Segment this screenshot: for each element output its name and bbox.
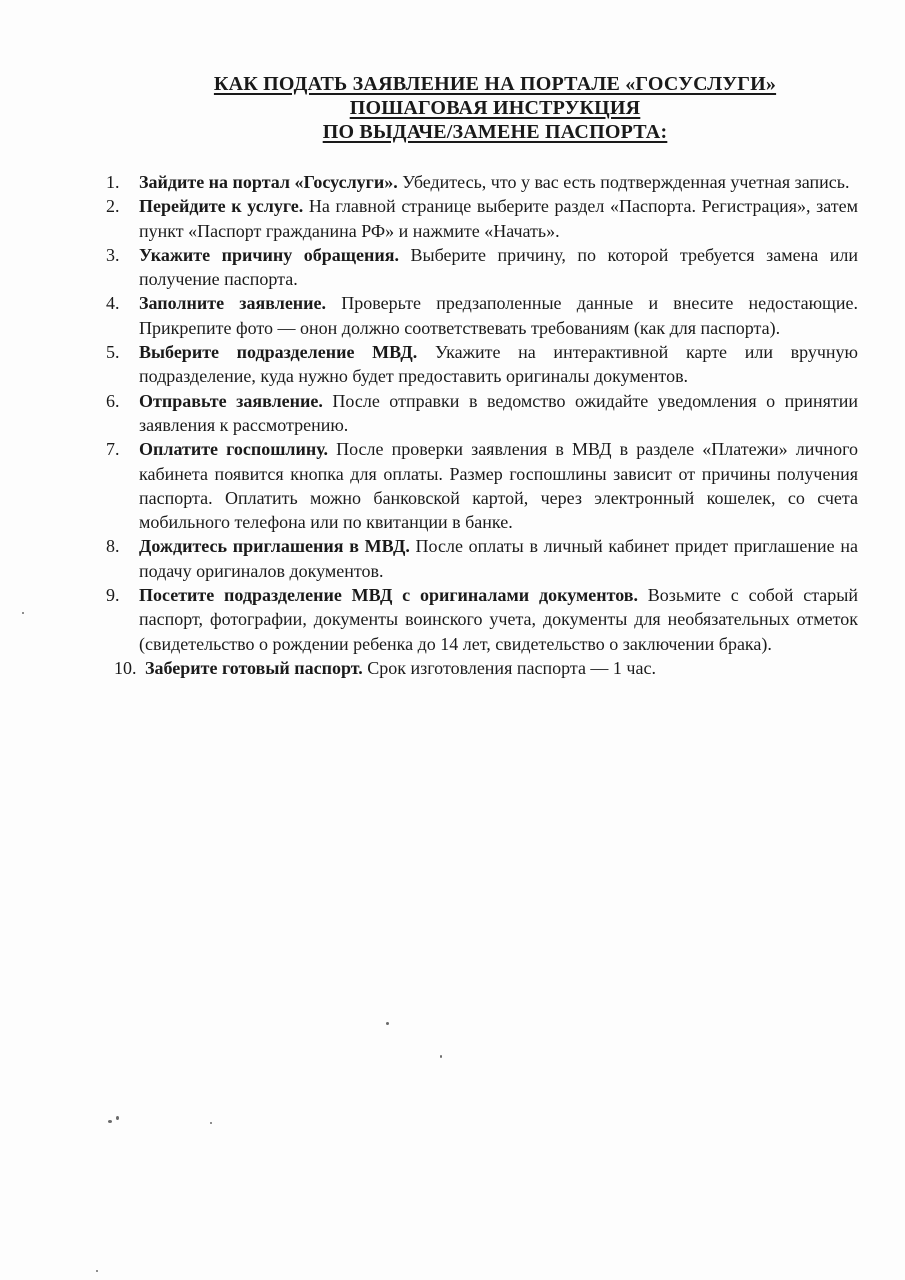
step-3 [106,243,858,292]
step-text: Укажите на интерактивной карте или вручную подразделение, куда нужно будет предоставить оригиналы документов. [139,342,858,387]
step-text: Выберите причину, по которой требуется замена или получение паспорта. [139,244,858,290]
step-number: 3. [106,244,120,265]
step-8 [106,534,858,583]
scan-speck [440,1055,442,1058]
step-number: 4. [106,293,120,314]
step-10 [106,656,858,680]
document-title [120,72,870,144]
step-number: 2. [106,196,120,217]
step-number: 5. [106,342,120,363]
step-7 [106,437,858,534]
step-heading: Посетите подразделение МВД с оригиналами документов. [139,585,638,606]
step-2 [106,194,858,243]
step-text: Возьмите с собой старый паспорт, фотографии, документы воинского учета, документы для необязательных отметок (свидетельство о рождении ребенка до 14 лет, свидетельство о заключении брака). [139,585,858,654]
title-line-3: ПО ВЫДАЧЕ/ЗАМЕНЕ ПАСПОРТА: [322,121,668,143]
step-6 [106,389,858,438]
step-1 [106,170,858,194]
step-heading: Заберите готовый паспорт. [145,657,363,678]
step-heading: Зайдите на портал «Госуслуги». [139,172,398,192]
step-text: Проверьте предзаполенные данные и внесите недостающие. Прикрепите фото — онон должно соответствевать требованиям (как для паспорта). [139,293,859,338]
step-text: Убедитесь, что у вас есть подтвержденная учетная запись. [397,172,850,192]
scan-speck [108,1120,112,1123]
step-number: 6. [106,390,120,411]
step-9 [106,583,858,656]
title-line-2: ПОШАГОВАЯ ИНСТРУКЦИЯ [349,97,641,119]
step-heading: Дождитесь приглашения в МВД. [139,536,410,557]
step-text: После оплаты в личный кабинет придет приглашение на подачу оригиналов документов. [139,536,858,581]
step-text: На главной странице выберите раздел «Паспорта. Регистрация», затем пункт «Паспорт гражданина РФ» и нажмите «Начать». [139,196,858,241]
step-heading: Укажите причину обращения. [139,244,399,265]
step-5 [106,340,858,389]
scan-speck [116,1116,119,1120]
step-heading: Заполните заявление. [139,293,327,314]
step-heading: Оплатите госпошлину. [139,439,328,460]
scan-speck [386,1022,389,1025]
steps-list [106,170,858,680]
step-text: Срок изготовления паспорта — 1 час. [362,657,656,678]
step-4 [106,291,858,340]
step-heading: Выберите подразделение МВД. [139,342,418,363]
step-text: После отправки в ведомство ожидайте уведомления о принятии заявления к рассмотрению. [139,390,858,435]
scan-speck [22,612,24,614]
step-number: 7. [106,439,120,460]
step-heading: Отправьте заявление. [139,390,323,411]
title-line-1: КАК ПОДАТЬ ЗАЯВЛЕНИЕ НА ПОРТАЛЕ «ГОСУСЛУГИ» [213,73,777,95]
step-number: 10. [114,657,137,678]
step-text: После проверки заявления в МВД в разделе «Платежи» личного кабинета появится кнопка для оплаты. Размер госпошлины зависит от причины получения паспорта. Оплатить можно банковской картой, через электронный кошелек, со счета мобильного телефона или по квитанции в банке. [139,439,859,533]
step-heading: Перейдите к услуге. [139,196,304,217]
step-number: 9. [106,585,120,606]
scan-speck [210,1122,212,1124]
scan-speck [96,1270,98,1272]
step-number: 8. [106,536,120,557]
step-number: 1. [106,172,120,192]
